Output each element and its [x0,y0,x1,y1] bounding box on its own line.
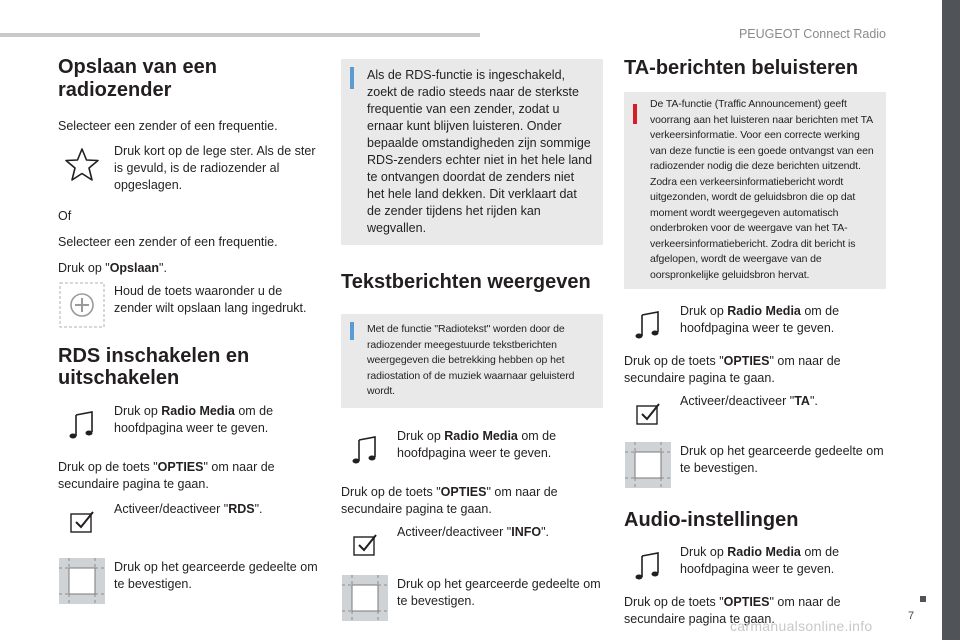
step-text [680,301,886,337]
text: Druk op [114,404,162,418]
warning-bar [633,104,637,124]
step-radio-media [624,301,886,349]
text: Druk op [680,545,728,559]
keyword: Radio Media [444,428,518,443]
step-confirm [58,557,323,605]
page-number: 7 [908,610,915,622]
music-note-icon [624,301,672,349]
column-1 [58,56,323,615]
heading-save-station: Opslaan van een radiozender [58,56,217,101]
text: Druk op [680,304,728,318]
text: Druk op de toets " [624,595,724,609]
keyword: Radio Media [161,404,235,418]
text: " om naar de secundaire pagina te gaan. [624,595,841,626]
keyword: OPTIES [723,354,770,368]
step-text [397,426,603,462]
paragraph [58,459,323,493]
text: Druk op de toets " [624,354,724,368]
step-radio-media [341,426,603,474]
paragraph [341,484,603,518]
checkbox-icon [341,522,389,570]
keyword: OPTIES [723,595,770,609]
step-activate-info [341,522,603,570]
header-rule [0,33,480,37]
step-text: Houd de toets waaronder u de zender wilt opslaan lang ingedrukt. [114,284,307,315]
keyword: TA [794,394,810,408]
music-note-icon [624,542,672,590]
text: ". [809,394,818,408]
footer-marker [920,596,926,602]
keyword: Opslaan [109,261,160,275]
step-confirm [341,574,603,622]
hatched-area-icon [341,574,389,622]
note-text: Als de RDS-functie is ingeschakeld, zoekt de radio steeds naar de sterkste frequentie van een zender, zodat u ernaar kunt blijven luisteren. Onder bepaalde omstandigheden zijn sommige RDS-zenders echter niet in het hele land te ontvangen doordat de zenders niet het hele land dekken. Dit verklaart dat de zender tijdens het rijden kan wegvallen. [367,68,593,235]
checkbox-icon [58,499,106,547]
paragraph [624,353,886,387]
music-note-icon [58,401,106,449]
step-star [58,141,323,194]
side-bar [942,0,960,640]
text: om de hoofdpagina weer te geven. [680,304,840,335]
step-confirm [624,441,886,489]
warning-note-ta [624,92,886,289]
keyword: INFO [511,524,542,539]
text: " om naar de secundaire pagina te gaan. [341,484,558,516]
text: Activeer/deactiveer " [397,524,512,539]
hatched-area-icon [624,441,672,489]
info-note-rds [341,59,603,245]
paragraph: Selecteer een zender of een frequentie. [58,235,278,249]
text: " om naar de secundaire pagina te gaan. [624,354,841,385]
info-bar [350,322,354,340]
step-text [114,499,263,518]
text: Activeer/deactiveer " [114,502,229,516]
text: Druk op de toets " [58,460,158,474]
keyword: RDS [228,502,255,516]
text: ". [159,261,167,275]
text: Activeer/deactiveer " [680,394,795,408]
text: Druk op " [58,261,110,275]
heading-text-messages: Tekstberichten weergeven [341,271,591,293]
info-bar [350,67,354,89]
heading-rds: RDS inschakelen en uitschakelen [58,345,250,389]
header-title: PEUGEOT Connect Radio [738,27,886,41]
text: om de hoofdpagina weer te geven. [114,404,274,435]
watermark: carmanualsonline.info [730,618,873,634]
step-text [397,522,549,541]
text: ". [541,524,549,539]
step-text [680,391,818,410]
plus-circle-icon [58,281,106,329]
checkbox-icon [624,391,672,439]
text: om de hoofdpagina weer te geven. [680,545,840,576]
star-outline-icon [58,141,106,189]
step-text: Druk kort op de lege ster. Als de ster is gevuld, is de radiozender al opgeslagen. [114,144,316,192]
step-activate-rds [58,499,323,547]
step-text [680,542,886,578]
step-plus [58,281,323,329]
text: om de hoofdpagina weer te geven. [397,428,557,460]
paragraph [58,260,323,277]
heading-ta: TA-berichten beluisteren [624,57,859,79]
paragraph: Of [58,209,72,223]
step-text: Druk op het gearceerde gedeelte om te bevestigen. [397,576,601,608]
keyword: OPTIES [440,484,487,499]
step-activate-ta [624,391,886,439]
step-text [114,401,323,437]
info-note-radiotext [341,314,603,408]
step-text: Druk op het gearceerde gedeelte om te bevestigen. [680,444,884,475]
step-radio-media [58,401,323,449]
heading-audio-settings: Audio-instellingen [624,509,799,531]
note-text: Met de functie "Radiotekst" worden door de radiozender meegestuurde tekstberichten weergegeven die betrekking hebben op het radiostation of de muziek waarnaar geluisterd wordt. [367,323,575,397]
text: Druk op de toets " [341,484,441,499]
step-text: Druk op het gearceerde gedeelte om te bevestigen. [114,560,318,591]
text: " om naar de secundaire pagina te gaan. [58,460,275,491]
note-text: De TA-functie (Traffic Announcement) geeft voorrang aan het luisteren naar berichten met TA verkeersinformatie. Voor een correcte werking van deze functie is een goede ontvangst van een radiozender nodig die deze berichten uitzendt. Zodra een verkeersinformatiebericht wordt uitgezonden, wordt de geluidsbron die op dat moment wordt weergegeven automatisch onderbroken voor de weergave van het TA-verkeersinformatiebericht. Zodra dit bericht is afgelopen, wordt de weergave van de oorspronkelijke geluidsbron hervat. [650,98,874,281]
keyword: Radio Media [727,304,801,318]
keyword: Radio Media [727,545,801,559]
hatched-area-icon [58,557,106,605]
column-3 [624,57,886,637]
text: ". [254,502,263,516]
column-2 [341,59,603,632]
step-radio-media [624,542,886,590]
text: Druk op [397,428,445,443]
music-note-icon [341,426,389,474]
keyword: OPTIES [157,460,204,474]
paragraph: Selecteer een zender of een frequentie. [58,119,278,133]
